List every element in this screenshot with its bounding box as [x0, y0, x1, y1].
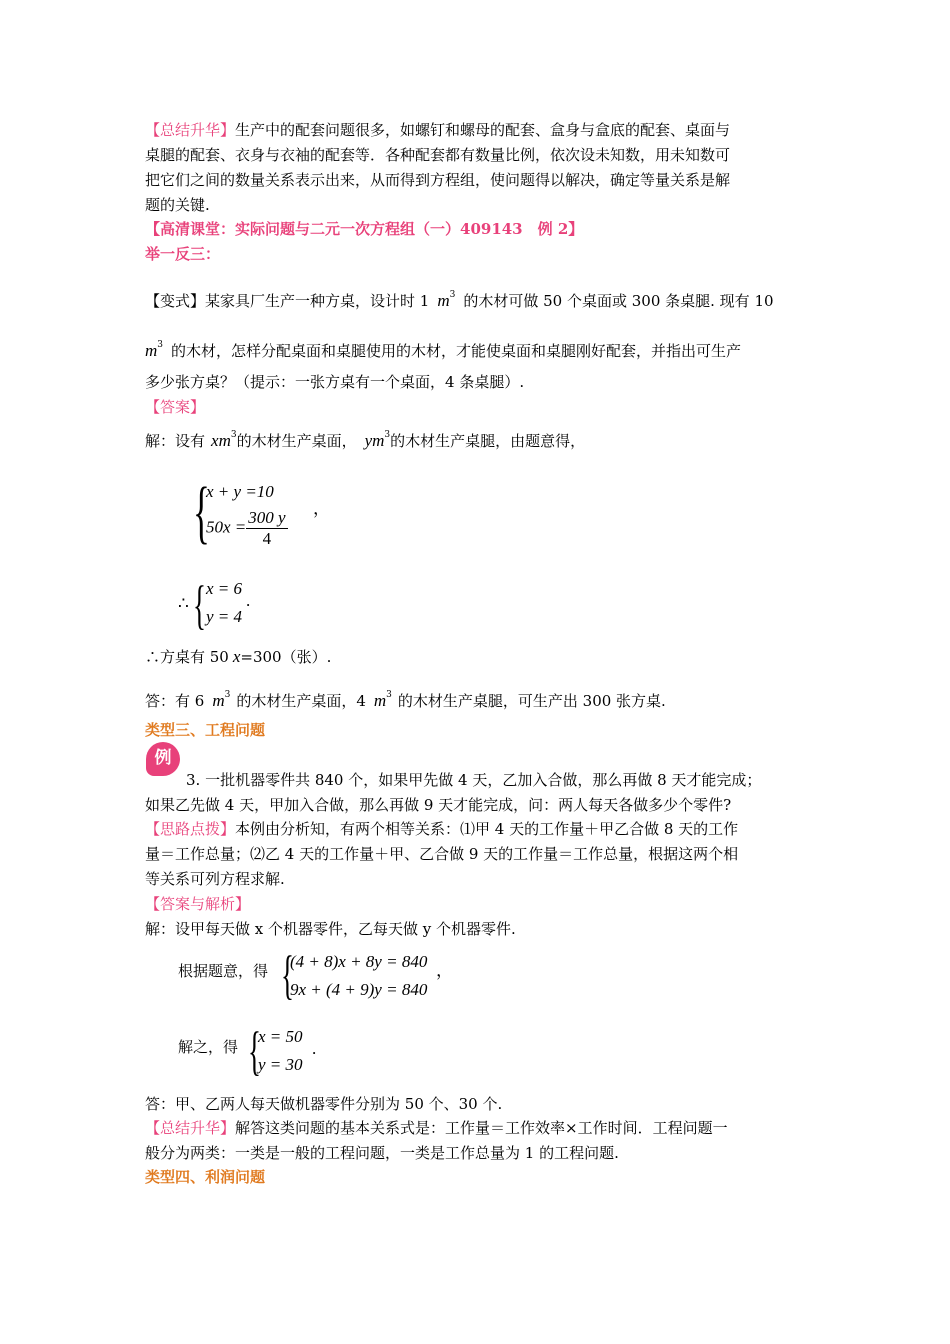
system-brace-1: {	[193, 474, 210, 551]
variant-line-2: $m^3$ 的木材，怎样分配桌面和桌腿使用的木材，才能使桌面和桌腿刚好配套，并指出可生产	[145, 340, 742, 360]
hint-line-1: 【思路点拨】本例由分析知，有两个相等关系：⑴甲 4 天的工作量＋甲乙合做 8 天的工作	[145, 820, 739, 838]
solution2-setup: 解：设甲每天做 x 个机器零件，乙每天做 y 个机器零件.	[145, 920, 516, 938]
equation-3: (4 + 8)x + 8y = 840	[290, 952, 428, 971]
result-x: x = 6	[206, 579, 243, 598]
final-answer-1: 答：有 6 $m^3$ 的木材生产桌面，4 $m^3$ 的木材生产桌腿，可生产出 300 张方桌.	[145, 690, 666, 710]
equation-comma: ，	[313, 499, 330, 518]
equation-2: 50x = $\frac{300 y}{4}$	[206, 508, 286, 548]
practice-heading: 举一反三：	[145, 245, 221, 263]
summary-line-3: 把它们之间的数量关系表示出来，从而得到方程组，使问题得以解决，确定等量关系是解	[145, 171, 731, 189]
type4-heading: 类型四、利润问题	[145, 1168, 266, 1186]
summary-line-1: 【总结升华】生产中的配套问题很多，如螺钉和螺母的配套、盒身与盒底的配套、桌面与	[145, 121, 731, 139]
result-x-2: x = 50	[258, 1027, 303, 1046]
summary2-line-1: 【总结升华】解答这类问题的基本关系式是：工作量＝工作效率×工作时间．工程问题一	[145, 1119, 728, 1137]
variant-line-1: 【变式】某家具厂生产一种方桌，设计时 1 $m^3$ 的木材可做 50 个桌面或 300 条桌腿. 现有 10	[145, 290, 774, 310]
system-brace-3: {	[281, 945, 294, 1005]
equation-1: x + y =10	[206, 482, 274, 501]
solve-label: 解之，得	[178, 1038, 239, 1056]
summary-tag: 【总结升华】	[145, 121, 236, 139]
variant-line-3: 多少张方桌？（提示：一张方桌有一个桌面，4 条桌腿）.	[145, 373, 525, 391]
final-answer-2: 答：甲、乙两人每天做机器零件分别为 50 个、30 个.	[145, 1095, 503, 1113]
equation-4: 9x + (4 + 9)y = 840	[290, 980, 428, 999]
summary-line-2: 桌腿的配套、衣身与衣袖的配套等．各种配套都有数量比例，依次设未知数，用未知数可	[145, 146, 731, 164]
system-brace-2: {	[193, 575, 206, 635]
conclusion-line: ∴方桌有 50 x=300（张）.	[145, 647, 332, 666]
therefore-symbol: ∴	[178, 594, 189, 613]
question-line-2: 如果乙先做 4 天，甲加入合做，那么再做 9 天才能完成，问：两人每天各做多少个零件?	[145, 796, 732, 814]
example-icon: 例	[146, 742, 180, 776]
result-y: y = 4	[206, 607, 243, 626]
system-brace-4: {	[248, 1021, 261, 1081]
result-period: .	[246, 591, 251, 610]
summary2-line-2: 般分为两类：一类是一般的工程问题，一类是工作总量为 1 的工程问题.	[145, 1144, 619, 1162]
solution-setup: 解：设有 $xm^3$的木材生产桌面， $ym^3$的木材生产桌腿，由题意得，	[145, 430, 586, 450]
result-y-2: y = 30	[258, 1055, 303, 1074]
analysis-tag: 【答案与解析】	[145, 895, 251, 913]
equation-comma-2: ，	[436, 961, 453, 980]
hint-line-3: 等关系可列方程求解.	[145, 870, 285, 888]
question-line-1: 3. 一批机器零件共 840 个，如果甲先做 4 天，乙加入合做，那么再做 8 天才能完成；	[186, 771, 762, 789]
hint-line-2: 量＝工作总量；⑵乙 4 天的工作量＋甲、乙合做 9 天的工作量＝工作总量，根据这两个相	[145, 845, 739, 863]
type3-heading: 类型三、工程问题	[145, 721, 266, 739]
setup-label: 根据题意，得	[178, 962, 269, 980]
hd-class-heading: 【高清课堂：实际问题与二元一次方程组（一）409143 例 2】	[145, 220, 584, 238]
summary-line-4: 题的关键.	[145, 196, 210, 214]
answer-tag: 【答案】	[145, 398, 206, 416]
result-period-2: .	[312, 1039, 317, 1058]
